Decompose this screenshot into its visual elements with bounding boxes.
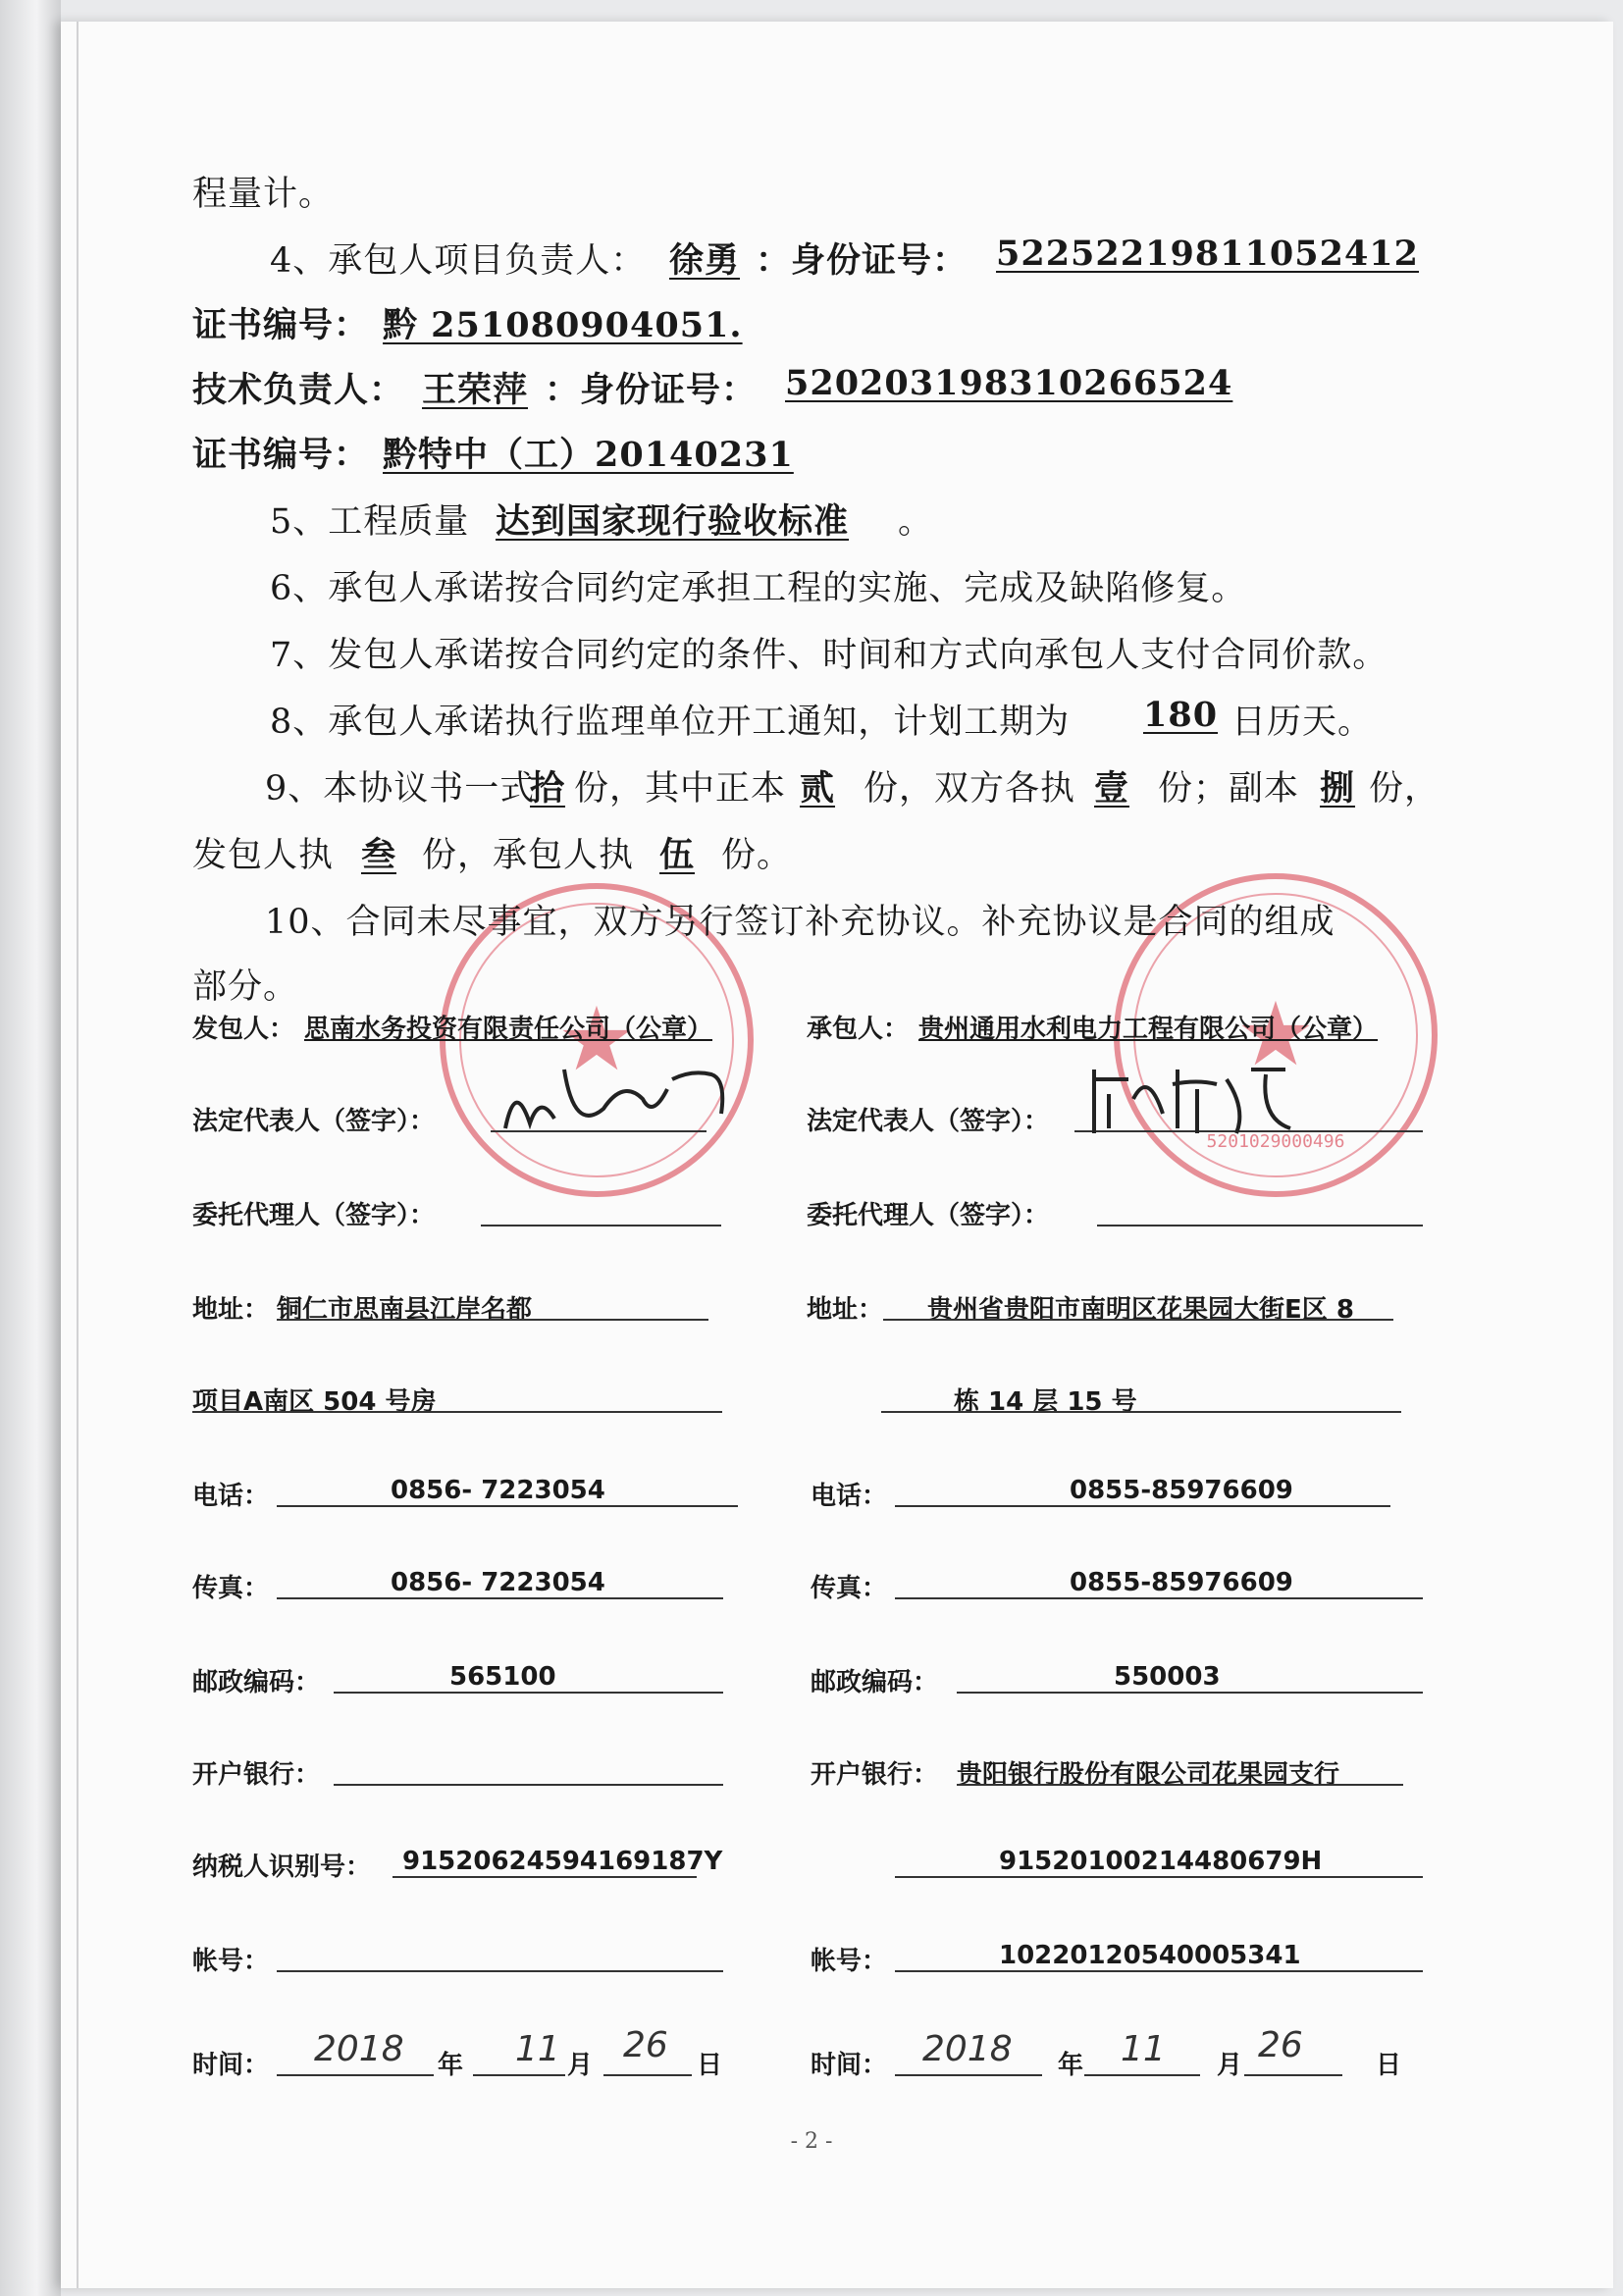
month-line (1084, 2074, 1200, 2076)
phone-line (895, 1505, 1390, 1507)
account-line (277, 1970, 723, 1972)
bank-value: 贵阳银行股份有限公司花果园支行 (957, 1760, 1340, 1790)
phone-value: 0855-85976609 (1070, 1476, 1293, 1505)
bank-label: 开户银行： (811, 1760, 939, 1790)
tax-value: 91520100214480679H (999, 1847, 1323, 1876)
tax-line (393, 1876, 697, 1878)
year-handwritten: 2018 (314, 2029, 404, 2069)
line-tech (0, 363, 1623, 422)
year-line (895, 2074, 1042, 2076)
phone-label: 电话： (192, 1482, 270, 1511)
text: 份，其中正本 (574, 769, 787, 809)
text: 10、合同未尽事宜，双方另行签订补充协议。补充协议是合同的组成 (265, 903, 1335, 942)
manager-name: 徐勇 (669, 240, 741, 281)
duration-value: 180 (1143, 695, 1219, 735)
agent-label: 委托代理人（签字）： (192, 1201, 436, 1230)
month-unit: 月 (1217, 2051, 1243, 2080)
postcode-line (334, 1692, 723, 1694)
star-icon: ★ (1235, 983, 1316, 1086)
text: 证书编号： (192, 305, 370, 345)
quality-value: 达到国家现行验收标准 (496, 501, 850, 542)
year-unit: 年 (438, 2051, 464, 2080)
text: 4、承包人项目负责人： (270, 241, 647, 281)
month-unit: 月 (567, 2051, 594, 2080)
text: 6、承包人承诺按合同约定承担工程的实施、完成及缺陷修复。 (270, 569, 1247, 608)
phone-label: 电话： (811, 1482, 888, 1511)
text: 份， (1369, 769, 1440, 809)
count-copy: 捌 (1320, 768, 1356, 809)
address-value: 贵州省贵阳市南明区花果园大街E区 8 (927, 1295, 1354, 1325)
postcode-label: 邮政编码： (811, 1668, 939, 1697)
line-cert1 (0, 298, 1623, 357)
legal-rep-label: 法定代表人（签字）： (807, 1107, 1050, 1136)
fax-line (277, 1597, 723, 1599)
day-unit: 日 (697, 2051, 723, 2080)
agent-label: 委托代理人（签字）： (807, 1201, 1050, 1230)
postcode-label: 邮政编码： (192, 1668, 321, 1697)
day-handwritten: 26 (1258, 2025, 1303, 2065)
text: 份，双方各执 (864, 769, 1076, 809)
text: 部分。 (192, 967, 299, 1007)
tech-id: 520203198310266524 (785, 363, 1233, 403)
tech-name: 王荣萍 (422, 370, 529, 410)
count-contractor: 伍 (659, 835, 696, 875)
tax-value: 91520624594169187Y (402, 1847, 723, 1876)
account-label: 帐号： (811, 1947, 888, 1976)
fax-label: 传真： (811, 1574, 888, 1603)
legal-rep-label: 法定代表人（签字）： (192, 1107, 436, 1136)
binding-line (77, 22, 79, 2288)
manager-id: 52252219811052412 (996, 234, 1420, 274)
count-employer: 叁 (361, 835, 397, 875)
bank-line (957, 1784, 1403, 1786)
address-label: 地址： (192, 1295, 270, 1325)
address-line (277, 1319, 708, 1321)
count-original: 贰 (800, 768, 836, 809)
star-icon: ★ (556, 988, 637, 1091)
account-value: 10220120540005341 (999, 1941, 1301, 1970)
line-7 (0, 628, 1623, 687)
tax-line (895, 1876, 1423, 1878)
text: 5、工程质量 (270, 502, 470, 542)
time-label: 时间： (811, 2051, 888, 2080)
address-line (883, 1319, 1393, 1321)
address-line (881, 1411, 1401, 1413)
time-label: 时间： (192, 2051, 270, 2080)
fax-value: 0856- 7223054 (391, 1568, 605, 1597)
address-line (192, 1411, 722, 1413)
text: 份，承包人执 (422, 836, 635, 875)
address-label: 地址： (807, 1295, 884, 1325)
agent-line (481, 1225, 721, 1226)
month-handwritten: 11 (515, 2029, 560, 2069)
postcode-value: 565100 (449, 1662, 556, 1692)
text: 份。 (721, 836, 793, 875)
agent-line (1097, 1225, 1423, 1226)
line-9b (0, 828, 1623, 887)
fax-line (895, 1597, 1423, 1599)
text: 技术负责人： (192, 370, 405, 410)
count-each: 壹 (1094, 768, 1130, 809)
bank-label: 开户银行： (192, 1760, 321, 1790)
cert2-value: 黔特中（工）20140231 (383, 435, 794, 475)
line-6 (0, 561, 1623, 620)
line-10 (0, 895, 1623, 954)
line-0 (0, 167, 1623, 226)
tax-label: 纳税人识别号： (192, 1852, 372, 1882)
fax-value: 0855-85976609 (1070, 1568, 1293, 1597)
year-line (277, 2074, 434, 2076)
text: 份；副本 (1158, 769, 1300, 809)
text: 发包人执 (192, 836, 335, 875)
month-handwritten: 11 (1121, 2029, 1166, 2069)
count-total: 拾 (530, 768, 566, 809)
phone-line (277, 1505, 738, 1507)
page-number: - 2 - (790, 2129, 833, 2154)
day-line (603, 2074, 692, 2076)
year-handwritten: 2018 (922, 2029, 1013, 2069)
contractor-label: 承包人： (807, 1015, 910, 1044)
text: ：身份证号： (756, 240, 969, 281)
stamp-code: 5201029000496 (1206, 1131, 1345, 1152)
text: 证书编号： (192, 435, 370, 475)
line-4 (0, 234, 1623, 292)
text: ：身份证号： (545, 370, 758, 410)
address-value-2: 栋 14 层 15 号 (954, 1387, 1137, 1417)
day-unit: 日 (1376, 2051, 1402, 2080)
text: 9、本协议书一式 (265, 769, 536, 809)
employer-name: 思南水务投资有限责任公司（公章） (304, 1015, 713, 1044)
text: 程量计。 (192, 175, 335, 214)
text: 7、发包人承诺按合同约定的条件、时间和方式向承包人支付合同价款。 (270, 636, 1388, 675)
postcode-line (957, 1692, 1423, 1694)
line-9 (0, 761, 1623, 820)
day-line (1244, 2074, 1342, 2076)
year-unit: 年 (1058, 2051, 1084, 2080)
cert1-value: 黔 251080904051. (383, 305, 743, 345)
address-value-2: 项目A南区 504 号房 (192, 1387, 437, 1417)
day-handwritten: 26 (623, 2025, 668, 2065)
account-line (895, 1970, 1423, 1972)
address-value: 铜仁市思南县江岸名都 (277, 1295, 533, 1325)
bank-line (334, 1784, 723, 1786)
phone-value: 0856- 7223054 (391, 1476, 605, 1505)
line-cert2 (0, 428, 1623, 487)
text: 8、承包人承诺执行监理单位开工通知，计划工期为 (270, 703, 1071, 742)
employer-signature (496, 1040, 751, 1148)
contractor-name: 贵州通用水利电力工程有限公司（公章） (918, 1015, 1379, 1044)
line-8 (0, 695, 1623, 754)
employer-label: 发包人： (192, 1015, 295, 1044)
text: 。 (898, 502, 934, 542)
postcode-value: 550003 (1114, 1662, 1221, 1692)
contractor-signature (1079, 1040, 1335, 1148)
account-label: 帐号： (192, 1947, 270, 1976)
fax-label: 传真： (192, 1574, 270, 1603)
text: 日历天。 (1231, 703, 1374, 742)
line-5 (0, 495, 1623, 553)
month-line (473, 2074, 565, 2076)
